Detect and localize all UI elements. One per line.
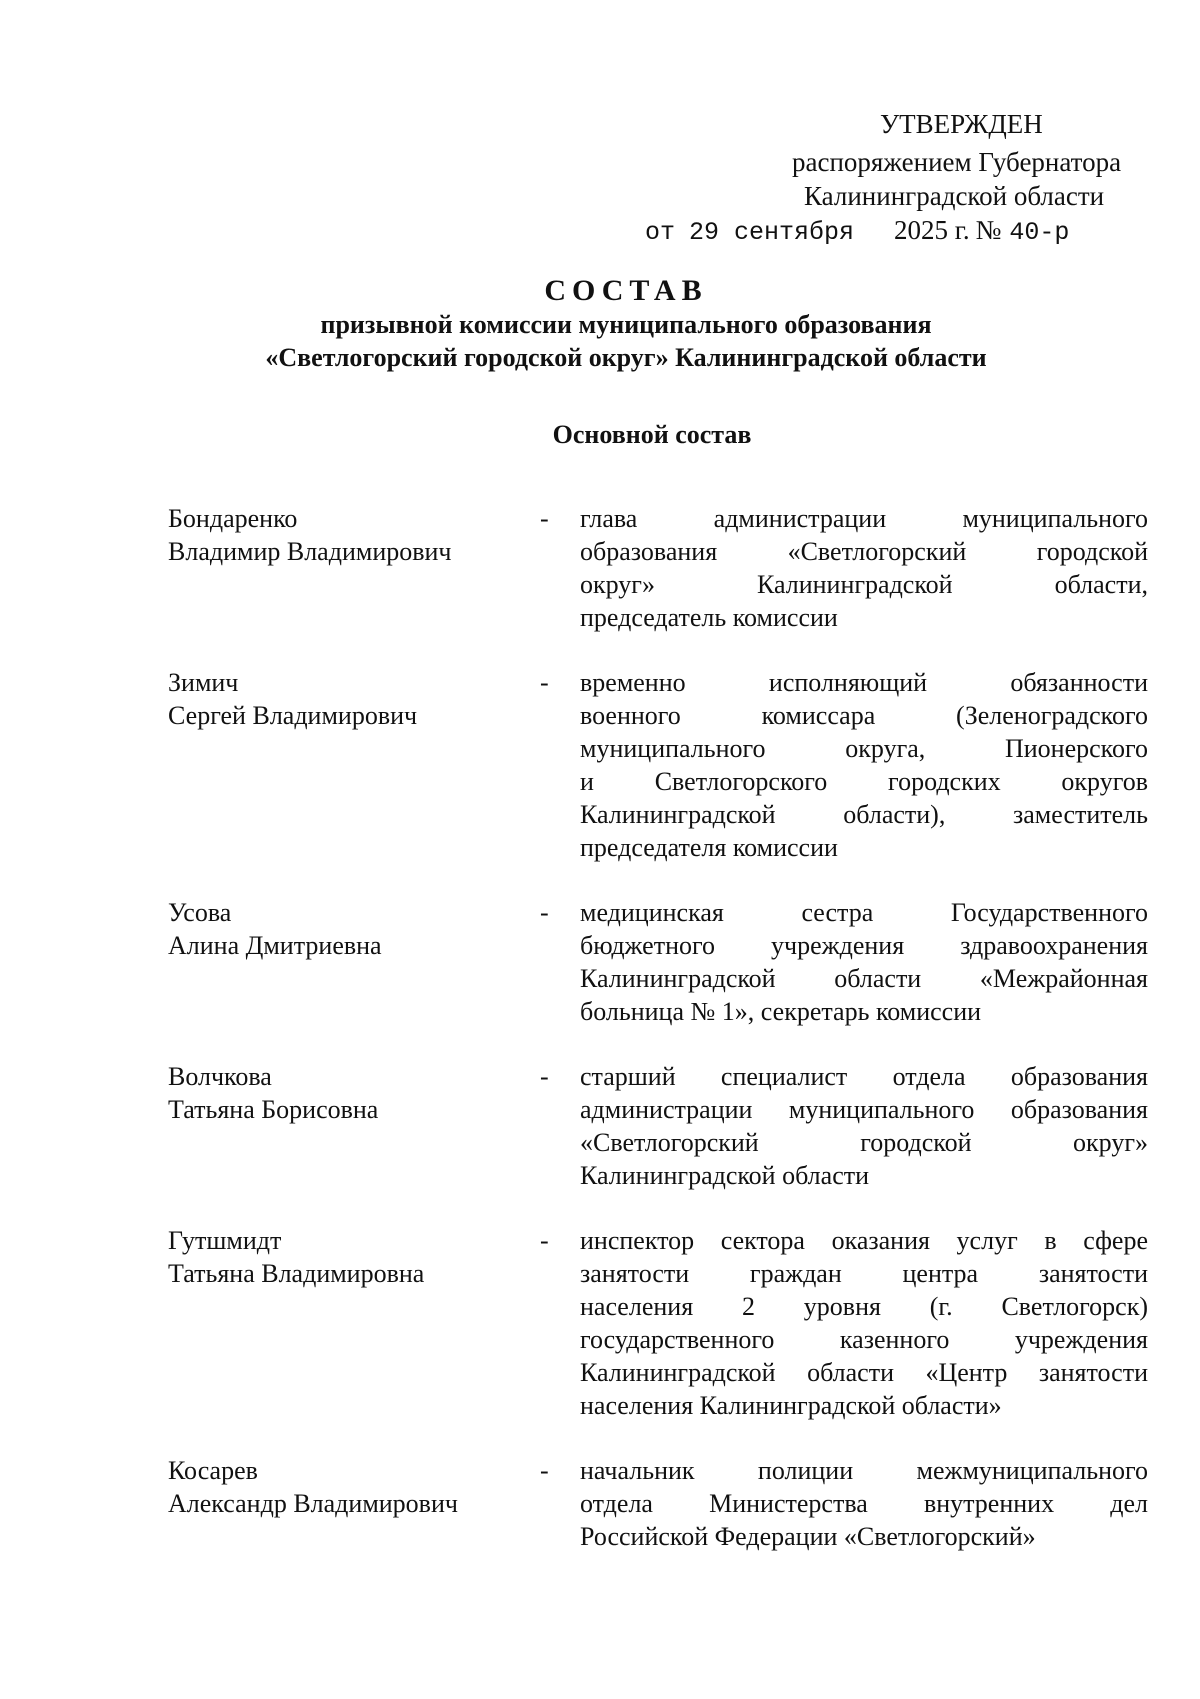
approval-by: распоряжением Губернатора (792, 147, 1122, 177)
member-role (580, 502, 1148, 634)
role-line: «Светлогорский городской округ» (580, 1128, 1148, 1157)
member-surname: Волчкова (168, 1062, 272, 1091)
member-name (168, 1224, 528, 1290)
date-year: 2025 г. (894, 215, 970, 245)
role-line: занятости граждан центра занятости (580, 1259, 1148, 1288)
role-line: населения Калининградской области» (580, 1391, 1002, 1420)
role-line: бюджетного учреждения здравоохранения (580, 931, 1148, 960)
role-line: Калининградской области (580, 1161, 870, 1190)
role-line: Калининградской области «Межрайонная (580, 964, 1148, 993)
member-dash: - (540, 1226, 549, 1255)
role-line: образования «Светлогорский городской (580, 537, 1148, 566)
member-dash: - (540, 898, 549, 927)
member-role (580, 1454, 1148, 1553)
role-line: и Светлогорского городских округов (580, 767, 1148, 796)
role-line: медицинская сестра Государственного (580, 898, 1148, 927)
role-line: председателя комиссии (580, 833, 838, 862)
member-given-names: Татьяна Владимировна (168, 1259, 425, 1288)
member-role (580, 666, 1148, 864)
role-line: Российской Федерации «Светлогорский» (580, 1522, 1036, 1551)
document-title: СОСТАВ (544, 274, 708, 307)
member-dash: - (540, 1062, 549, 1091)
role-line: Калининградской области «Центр занятости (580, 1358, 1148, 1387)
member-role (580, 1224, 1148, 1422)
role-line: отдела Министерства внутренних дел (580, 1489, 1148, 1518)
role-line: глава администрации муниципального (580, 504, 1148, 533)
member-given-names: Алина Дмитриевна (168, 931, 382, 960)
member-given-names: Владимир Владимирович (168, 537, 452, 566)
role-line: государственного казенного учреждения (580, 1325, 1148, 1354)
role-line: администрации муниципального образования (580, 1095, 1148, 1124)
date-label: от (645, 218, 676, 247)
role-line: округ» Калининградской области, (580, 570, 1148, 599)
role-line: муниципального округа, Пионерского (580, 734, 1148, 763)
document-heading (0, 274, 1200, 374)
role-line: инспектор сектора оказания услуг в сфере (580, 1226, 1148, 1255)
member-surname: Гутшмидт (168, 1226, 282, 1255)
role-line: старший специалист отдела образования (580, 1062, 1148, 1091)
role-line: населения 2 уровня (г. Светлогорск) (580, 1292, 1148, 1321)
role-line: председатель комиссии (580, 603, 838, 632)
member-name (168, 1454, 528, 1520)
approval-stamp: УТВЕРЖДЕН (880, 109, 1043, 139)
member-surname: Усова (168, 898, 232, 927)
member-given-names: Татьяна Борисовна (168, 1095, 379, 1124)
role-line: временно исполняющий обязанности (580, 668, 1148, 697)
approval-region: Калининградской области (804, 181, 1105, 211)
member-surname: Косарев (168, 1456, 258, 1485)
member-role (580, 896, 1148, 1028)
role-line: военного комиссара (Зеленоградского (580, 701, 1148, 730)
member-given-names: Сергей Владимирович (168, 701, 418, 730)
member-role (580, 1060, 1148, 1192)
section-title: Основной состав (552, 420, 752, 449)
member-dash: - (540, 1456, 549, 1485)
role-line: больница № 1», секретарь комиссии (580, 997, 982, 1026)
member-name (168, 896, 528, 962)
member-surname: Бондаренко (168, 504, 298, 533)
number-sign: № (975, 215, 1002, 245)
number-value: 40-р (1009, 218, 1070, 247)
member-dash: - (540, 504, 549, 533)
document-subtitle-line-1: призывной комиссии муниципального образования (320, 310, 932, 339)
date-value: 29 сентября (689, 218, 855, 247)
role-line: начальник полиции межмуниципального (580, 1456, 1148, 1485)
document-subtitle-line-2: «Светлогорский городской округ» Калининградской области (265, 343, 987, 372)
role-line: Калининградской области), заместитель (580, 800, 1148, 829)
member-surname: Зимич (168, 668, 239, 697)
member-dash: - (540, 668, 549, 697)
member-name (168, 666, 528, 732)
approval-date-row (645, 214, 1069, 249)
member-given-names: Александр Владимирович (168, 1489, 458, 1518)
member-name (168, 502, 528, 568)
member-name (168, 1060, 528, 1126)
